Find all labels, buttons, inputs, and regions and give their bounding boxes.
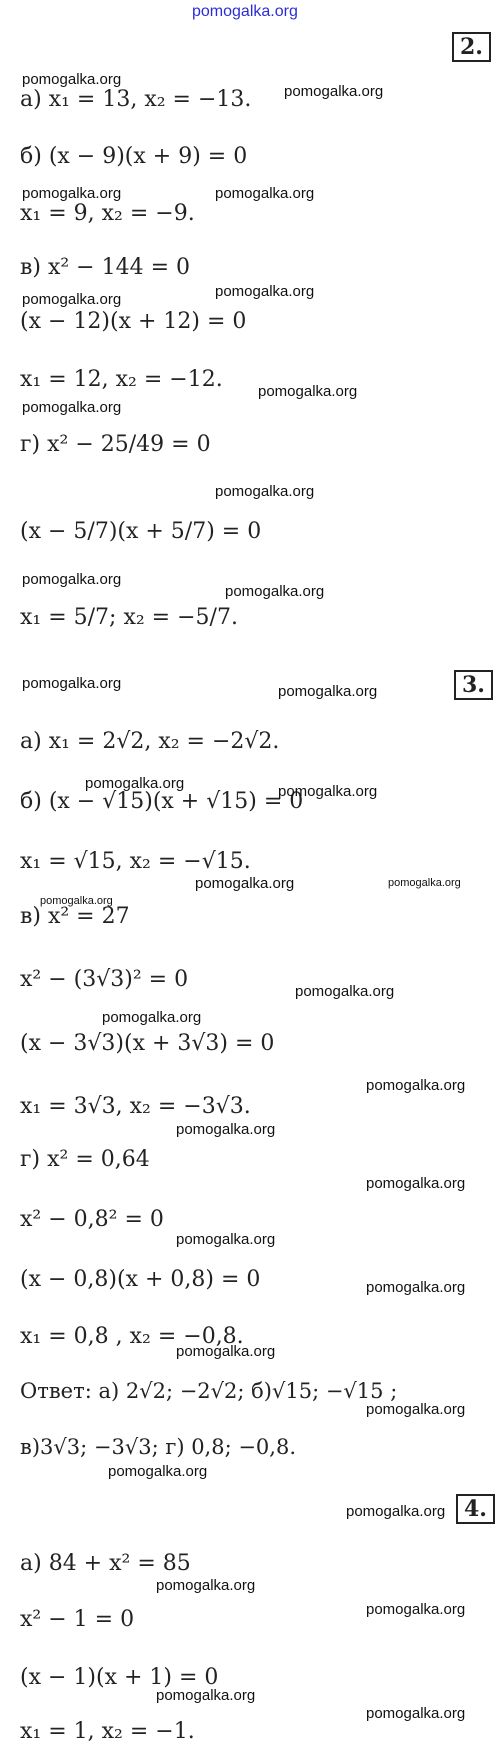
watermark: pomogalka.org [176, 1121, 276, 1138]
watermark: pomogalka.org [40, 895, 113, 907]
watermark: pomogalka.org [176, 1231, 276, 1248]
watermark: pomogalka.org [22, 571, 122, 588]
watermark: pomogalka.org [284, 83, 384, 100]
header-watermark: pomogalka.org [192, 3, 298, 20]
watermark: pomogalka.org [215, 283, 315, 300]
watermark: pomogalka.org [366, 1401, 466, 1418]
p2-line-b: б) (x − 9)(x + 9) = 0 [20, 144, 248, 169]
watermark: pomogalka.org [85, 775, 185, 792]
p3-line-b: б) (x − √15)(x + √15) = 0 [20, 789, 304, 814]
watermark: pomogalka.org [215, 185, 315, 202]
watermark: pomogalka.org [366, 1601, 466, 1618]
watermark: pomogalka.org [366, 1175, 466, 1192]
p3-line-v-factor: (x − 3√3)(x + 3√3) = 0 [20, 1031, 275, 1056]
p3-answer-line-1: Ответ: а) 2√2; −2√2; б)√15; −√15 ; [20, 1379, 398, 1403]
watermark: pomogalka.org [176, 1343, 276, 1360]
p4-line-diff: x² − 1 = 0 [20, 1607, 135, 1632]
problem-number-3: 3. [454, 670, 493, 700]
watermark: pomogalka.org [366, 1279, 466, 1296]
p2-line-g-roots: x₁ = 5/7; x₂ = −5/7. [20, 605, 238, 630]
watermark: pomogalka.org [346, 1503, 446, 1520]
p3-line-g: г) x² = 0,64 [20, 1147, 150, 1172]
watermark: pomogalka.org [278, 783, 378, 800]
watermark: pomogalka.org [108, 1463, 208, 1480]
p2-line-b-roots: x₁ = 9, x₂ = −9. [20, 201, 195, 226]
watermark: pomogalka.org [156, 1687, 256, 1704]
p3-line-g-roots: x₁ = 0,8 , x₂ = −0,8. [20, 1324, 244, 1349]
p3-line-v: в) x² = 27 [20, 904, 130, 929]
p3-line-b-roots: x₁ = √15, x₂ = −√15. [20, 849, 251, 874]
p2-line-v: в) x² − 144 = 0 [20, 255, 191, 280]
p4-line-a: а) 84 + x² = 85 [20, 1551, 191, 1576]
p2-line-v-factor: (x − 12)(x + 12) = 0 [20, 309, 247, 334]
p4-line-factor: (x − 1)(x + 1) = 0 [20, 1665, 219, 1690]
watermark: pomogalka.org [225, 583, 325, 600]
watermark: pomogalka.org [295, 983, 395, 1000]
watermark: pomogalka.org [366, 1705, 466, 1722]
p2-line-g: г) x² − 25/49 = 0 [20, 432, 211, 457]
p2-line-v-roots: x₁ = 12, x₂ = −12. [20, 367, 223, 392]
watermark: pomogalka.org [22, 675, 122, 692]
p3-line-v-diff: x² − (3√3)² = 0 [20, 967, 189, 992]
watermark: pomogalka.org [278, 683, 378, 700]
watermark: pomogalka.org [22, 185, 122, 202]
watermark: pomogalka.org [215, 483, 315, 500]
watermark: pomogalka.org [22, 291, 122, 308]
watermark: pomogalka.org [388, 877, 461, 889]
p3-line-g-factor: (x − 0,8)(x + 0,8) = 0 [20, 1267, 261, 1292]
p2-line-g-factor: (x − 5/7)(x + 5/7) = 0 [20, 519, 262, 544]
watermark: pomogalka.org [102, 1009, 202, 1026]
watermark: pomogalka.org [156, 1577, 256, 1594]
problem-number-2: 2. [452, 32, 491, 62]
watermark: pomogalka.org [366, 1077, 466, 1094]
p3-line-v-roots: x₁ = 3√3, x₂ = −3√3. [20, 1094, 251, 1119]
p4-line-roots: x₁ = 1, x₂ = −1. [20, 1719, 195, 1744]
p3-answer-line-2: в)3√3; −3√3; г) 0,8; −0,8. [20, 1435, 297, 1459]
watermark: pomogalka.org [258, 383, 358, 400]
watermark: pomogalka.org [22, 399, 122, 416]
watermark: pomogalka.org [22, 71, 122, 88]
watermark: pomogalka.org [195, 875, 295, 892]
problem-number-4: 4. [456, 1494, 495, 1524]
p3-line-g-diff: x² − 0,8² = 0 [20, 1207, 164, 1232]
p2-line-a: а) x₁ = 13, x₂ = −13. [20, 87, 252, 112]
p3-line-a: а) x₁ = 2√2, x₂ = −2√2. [20, 729, 280, 754]
